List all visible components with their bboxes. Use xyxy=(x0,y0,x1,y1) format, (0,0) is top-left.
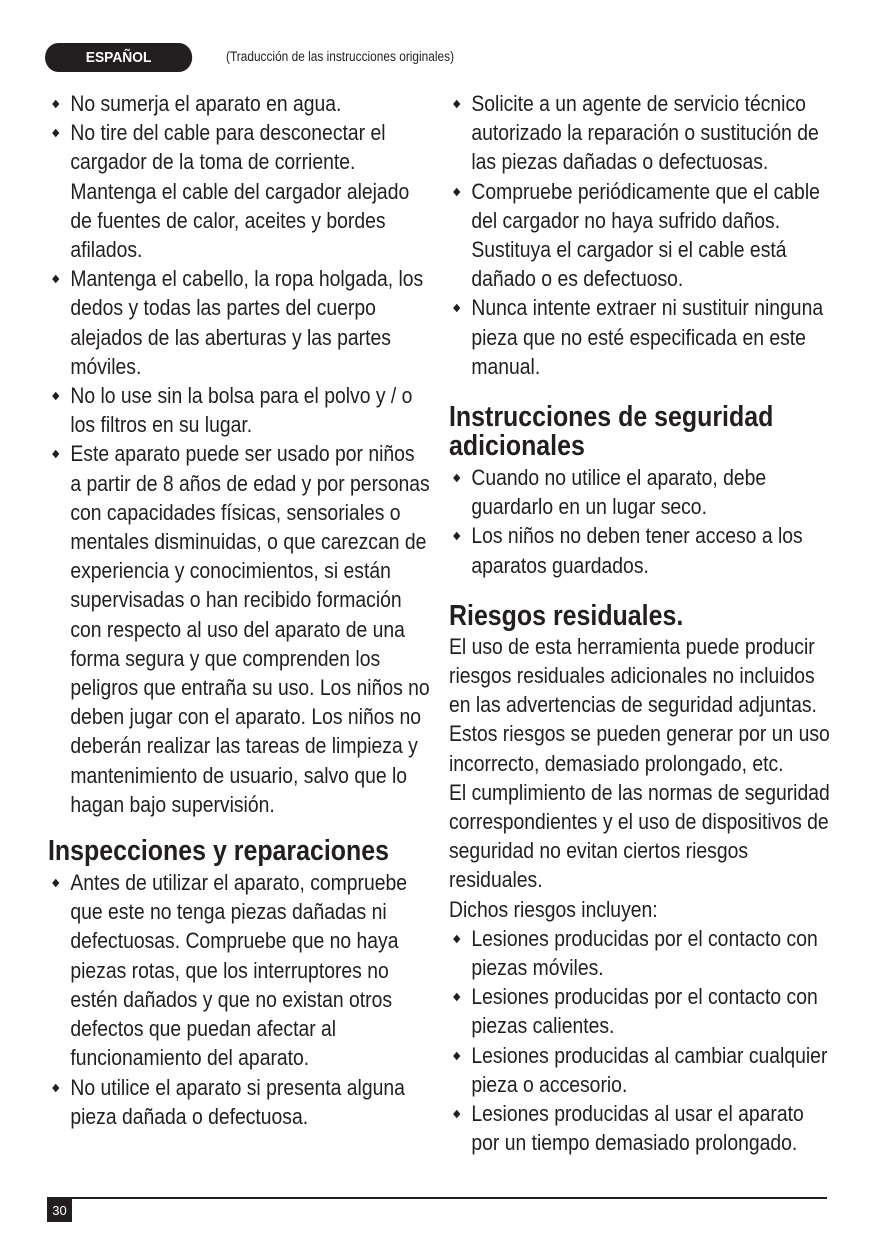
residual-paragraph: El uso de esta herramienta puede producir riesgos residuales adicionales no incluidos en las advertencias de seguridad adjuntas. Estos riesgos se pueden generar por un uso incorrecto, demasiado prolongado, etc. xyxy=(449,633,830,776)
diamond-bullet-icon xyxy=(52,275,59,283)
diamond-bullet-icon xyxy=(52,450,59,458)
diamond-bullet-icon xyxy=(52,1083,59,1091)
diamond-bullet-icon xyxy=(52,879,59,887)
list-item: Este aparato puede ser usado por niños a partir de 8 años de edad y por personas con capacidades físicas, sensoriales o mentales disminuidas, o que carezcan de experiencia y conocimientos, si están supervisadas o han recibido formación con respecto al uso del aparato de una forma segura y que comprenden los peligros que entraña su uso. Los niños no deben jugar con el aparato. Los niños no deberán realizar las tareas de limpieza y mantenimiento de usuario, salvo que lo hagan bajo supervisión. xyxy=(48,439,431,819)
residual-paragraph: Dichos riesgos incluyen: xyxy=(449,896,658,922)
repair-list xyxy=(449,89,832,381)
diamond-bullet-icon xyxy=(453,1051,460,1059)
list-item: No lo use sin la bolsa para el polvo y / o los filtros en su lugar. xyxy=(48,381,431,439)
list-item: Antes de utilizar el aparato, compruebe que este no tenga piezas dañadas ni defectuosas. Compruebe que no haya piezas rotas, que los interruptores no estén dañados y que no existan otros defectos que puedan afectar al funcionamiento del aparato. xyxy=(48,868,431,1072)
diamond-bullet-icon xyxy=(453,935,460,943)
diamond-bullet-icon xyxy=(453,474,460,482)
list-item: Mantenga el cabello, la ropa holgada, los dedos y todas las partes del cuerpo alejados de las aberturas y las partes móviles. xyxy=(48,264,431,381)
list-item: Nunca intente extraer ni sustituir ninguna pieza que no esté especificada en este manual. xyxy=(449,293,832,381)
additional-safety-list xyxy=(449,463,832,580)
diamond-bullet-icon xyxy=(453,532,460,540)
list-item: No utilice el aparato si presenta alguna pieza dañada o defectuosa. xyxy=(48,1073,431,1131)
list-item: Lesiones producidas por el contacto con piezas calientes. xyxy=(449,982,832,1040)
list-item: Cuando no utilice el aparato, debe guardarlo en un lugar seco. xyxy=(449,463,832,521)
right-column xyxy=(449,89,832,1158)
diamond-bullet-icon xyxy=(52,100,59,108)
list-item: Lesiones producidas al usar el aparato por un tiempo demasiado prolongado. xyxy=(449,1099,832,1157)
left-column xyxy=(48,89,431,1131)
list-item: Solicite a un agente de servicio técnico autorizado la reparación o sustitución de las piezas dañadas o defectuosas. xyxy=(449,89,832,177)
heading-residual-risks: Riesgos residuales. xyxy=(449,599,684,632)
list-item: Lesiones producidas por el contacto con piezas móviles. xyxy=(449,924,832,982)
diamond-bullet-icon xyxy=(453,100,460,108)
list-item: Compruebe periódicamente que el cable del cargador no haya sufrido daños. Sustituya el cargador si el cable está dañado o es defectuoso. xyxy=(449,177,832,294)
language-badge: ESPAÑOL xyxy=(45,43,192,72)
translation-note: (Traducción de las instrucciones originales) xyxy=(226,49,455,64)
page-number: 30 xyxy=(47,1199,72,1222)
diamond-bullet-icon xyxy=(52,129,59,137)
inspections-list xyxy=(48,868,431,1131)
diamond-bullet-icon xyxy=(453,187,460,195)
footer-divider xyxy=(47,1197,827,1199)
list-item: Los niños no deben tener acceso a los aparatos guardados. xyxy=(449,521,832,579)
heading-additional-safety: Instrucciones de seguridad adicionales xyxy=(449,401,774,463)
safety-list xyxy=(48,89,431,819)
diamond-bullet-icon xyxy=(453,993,460,1001)
diamond-bullet-icon xyxy=(453,304,460,312)
heading-inspections: Inspecciones y reparaciones xyxy=(48,835,390,868)
residual-risks-list xyxy=(449,924,832,1158)
list-item: No sumerja el aparato en agua. xyxy=(48,89,431,118)
diamond-bullet-icon xyxy=(453,1110,460,1118)
diamond-bullet-icon xyxy=(52,392,59,400)
list-item: No tire del cable para desconectar el cargador de la toma de corriente. Mantenga el cable del cargador alejado de fuentes de calor, aceites y bordes afilados. xyxy=(48,118,431,264)
list-item: Lesiones producidas al cambiar cualquier pieza o accesorio. xyxy=(449,1041,832,1099)
residual-paragraph: El cumplimiento de las normas de seguridad correspondientes y el uso de dispositivos de seguridad no evitan ciertos riesgos residuales. xyxy=(449,779,830,893)
